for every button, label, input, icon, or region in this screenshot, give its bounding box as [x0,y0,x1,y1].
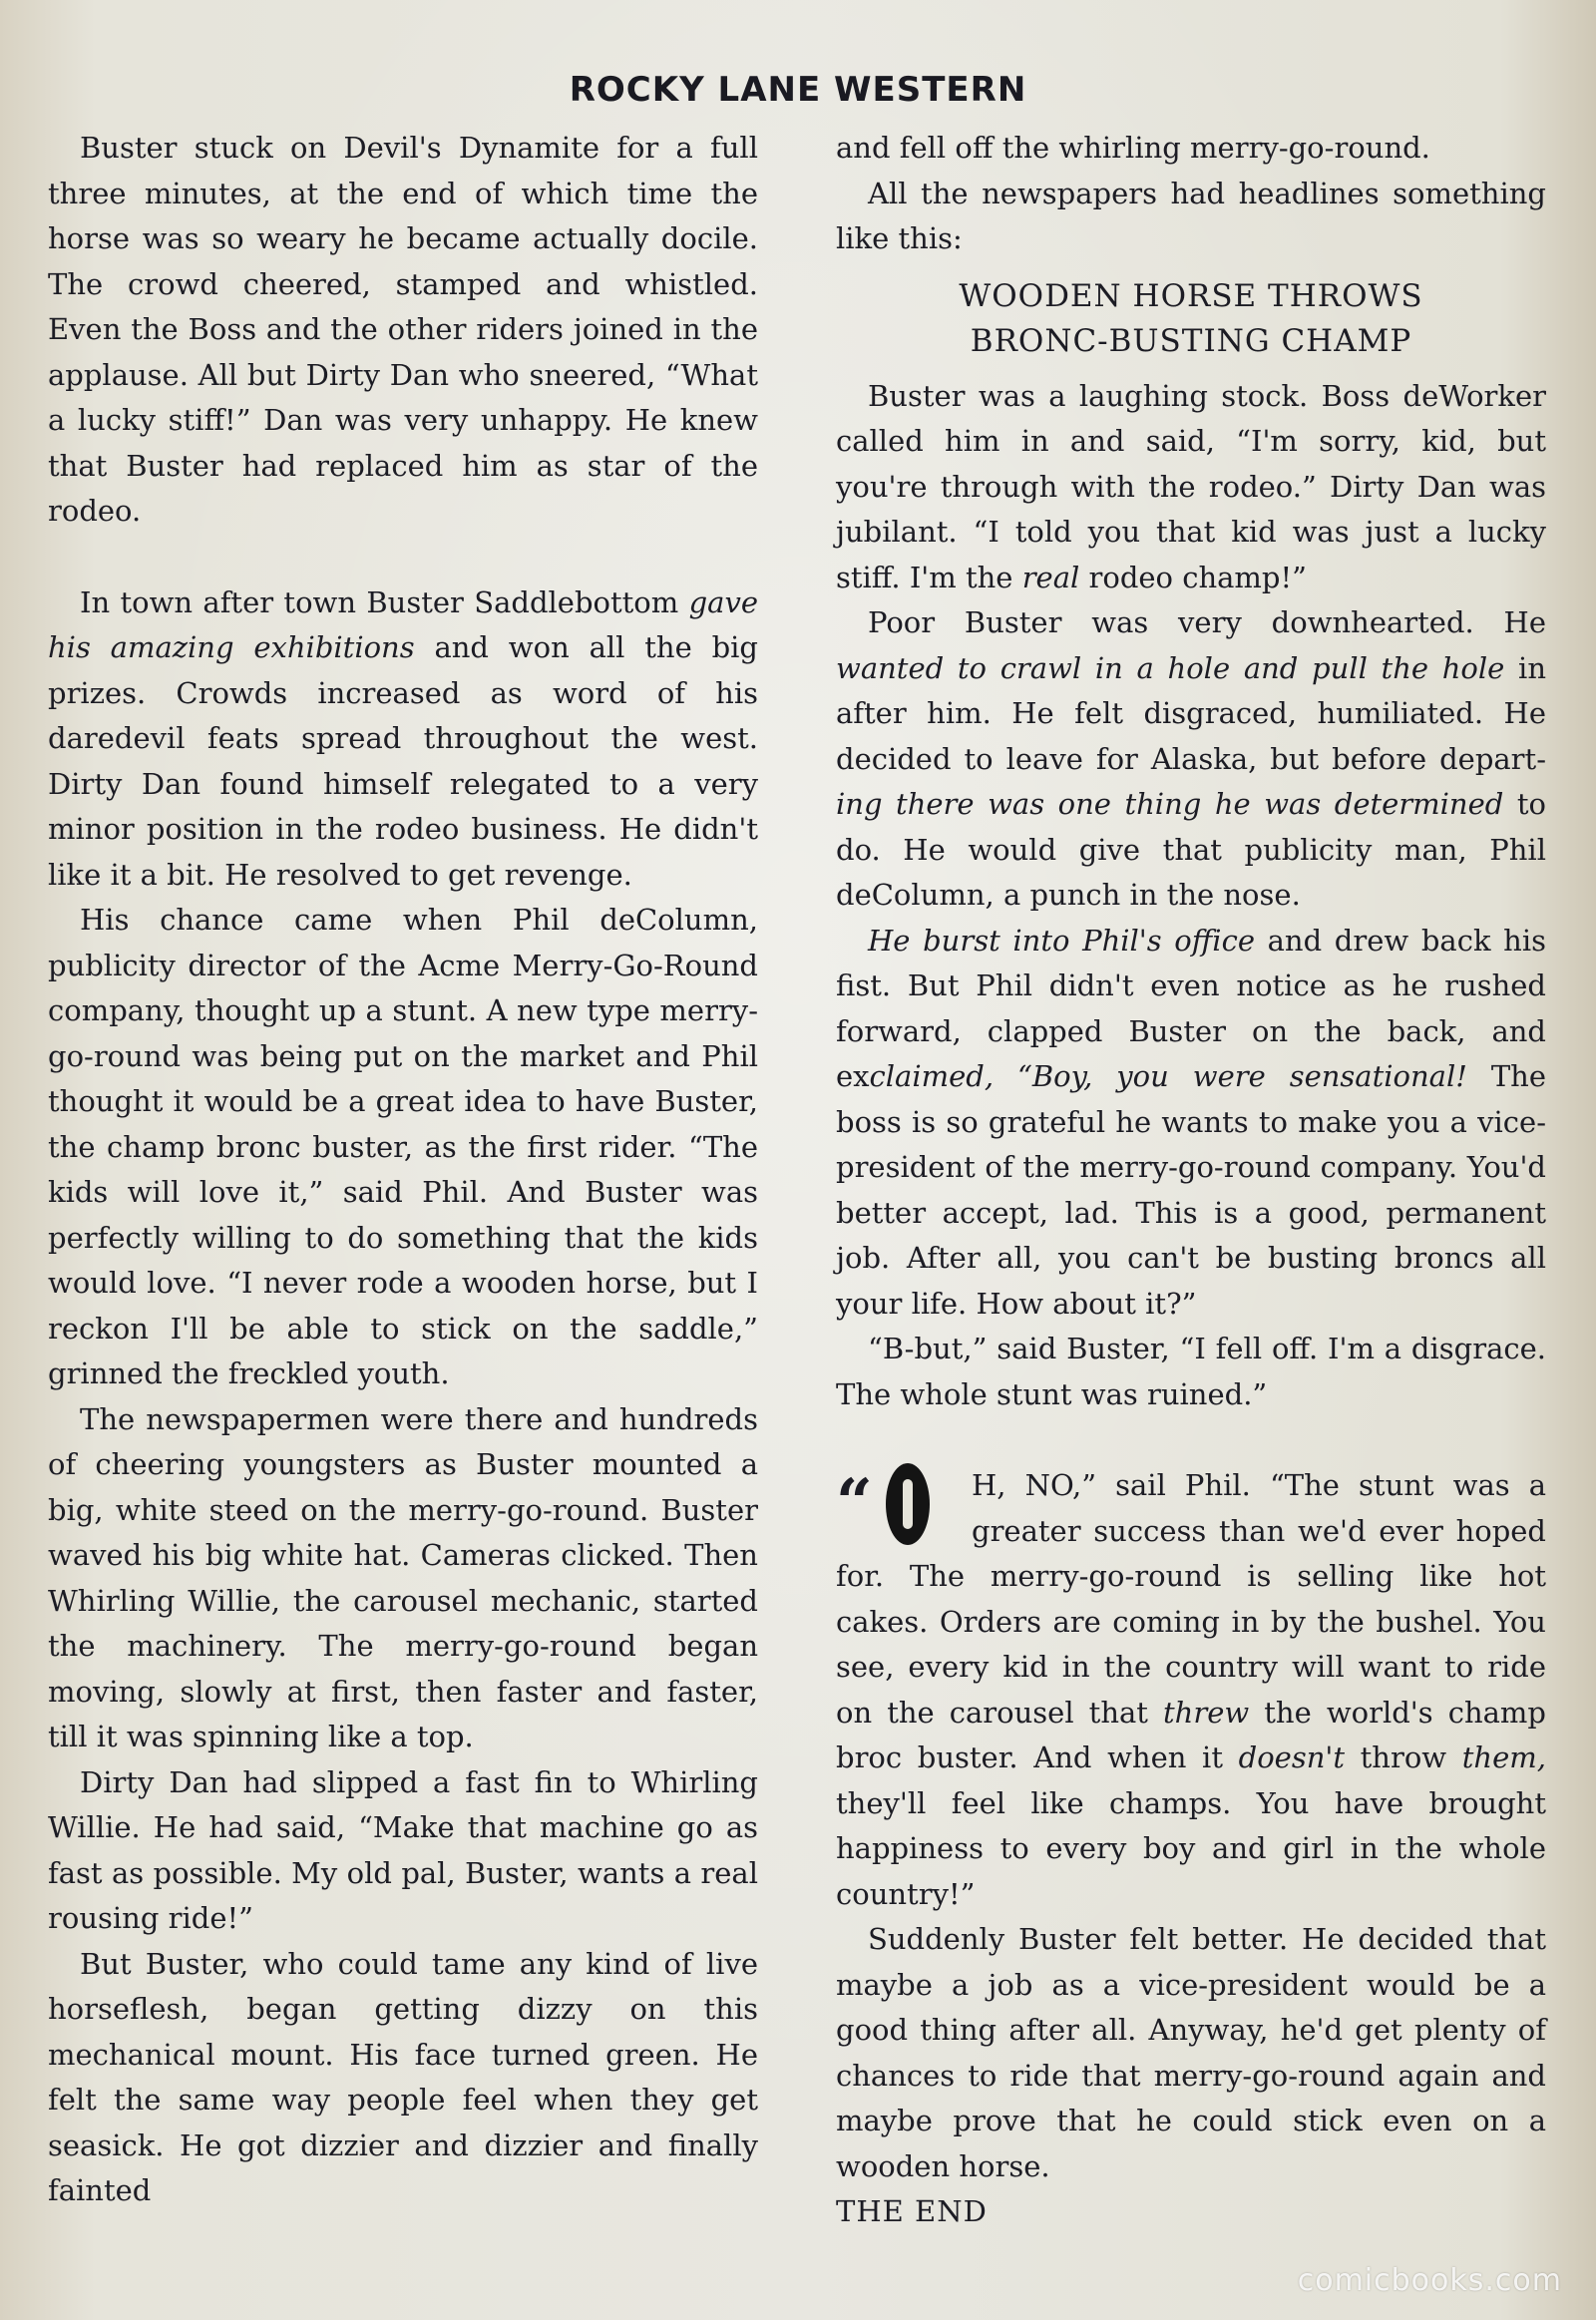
drop-cap [836,1463,966,1547]
headline-line: WOODEN HORSE THROWS [959,277,1423,314]
paragraph: Suddenly Buster felt better. He decided that maybe a job as a vice-president would be a good thing after all. Anyway, he'd get plenty of chances to ride that merry-go-round again and maybe prove that he could stick even on a wooden horse. [836,1922,1546,2183]
paragraph: The newspapermen were there and hundreds of cheering youngsters as Buster mounted a big, white steed on the merry-go-round. Buster waved his big white hat. Cameras clicked. Then Whirling Willie, the carousel mechanic, started the machinery. The merry-go-round began moving, slowly at first, then faster and faster, till it was spinning like a top. [48,1401,758,1753]
headline-line: BRONC-BUSTING CHAMP [970,322,1412,359]
paragraph: “ H, NO,” sail Phil. “The stunt was a greater success than we'd ever hoped for. The merry-go-round is selling like hot cakes. Orders are coming in by the bushel. You see, every kid in the country will want to ride on the carousel that threw the world's champ broc buster. And when it doesn't throw them, they'll feel like champs. You have brought happiness to every boy and girl in the whole country!” [836,1465,1546,1911]
paragraph: Buster stuck on Devil's Dynamite for a full three minutes, at the end of which time the horse was so weary he became actually docile. The crowd cheered, stamped and whistled. Even the Boss and the other riders joined in the applause. All but Dirty Dan who sneered, “What a lucky stiff!” Dan was very unhappy. He knew that Buster had replaced him as star of the rodeo. [48,131,758,528]
paragraph: All the newspapers had headlines something like this: [836,176,1546,255]
paragraph: He burst into Phil's office and drew back his fist. But Phil didn't even notice as he rushed forward, clapped Buster on the back, and exclaimed, “Boy, you were sensational! The boss is so grateful he wants to make you a vice-president of the merry-go-round company. You'd better accept, lad. This is a good, permanent job. After all, you can't be busting broncs all your life. How about it?” [836,923,1546,1321]
paragraph: Poor Buster was very downhearted. He wanted to crawl in a hole and pull the hole in after him. He felt disgraced, humiliated. He decided to leave for Alaska, but before depart-ing there was one thing he was determined to do. He would give that publicity man, Phil deColumn, a punch in the nose. [836,605,1547,912]
paragraph: and fell off the whirling merry-go-round. [836,131,1430,165]
newspaper-headline [836,274,1546,364]
paragraph: Buster was a laughing stock. Boss deWorker called him in and said, “I'm sorry, kid, but you're through with the rodeo.” Dirty Dan was jubilant. “I told you that kid was just a lucky stiff. I'm the real rodeo champ!” [836,378,1546,594]
paragraph: “B-but,” said Buster, “I fell off. I'm a disgrace. The whole stunt was ruined.” [836,1332,1546,1411]
the-end-label: THE END [836,2194,988,2228]
paragraph: His chance came when Phil deColumn, publicity director of the Acme Merry-Go-Round company, thought up a stunt. A new type merry-go-round was being put on the market and Phil thought it would be a great idea to have Buster, the champ bronc buster, as the first rider. “The kids will love it,” said Phil. And Buster was perfectly willing to do something that the kids would love. “I never rode a wooden horse, but I reckon I'll be able to stick on the saddle,” grinned the freckled youth. [48,903,758,1390]
page-title: ROCKY LANE WESTERN [569,70,1027,110]
paragraph: But Buster, who could tame any kind of live horseflesh, began getting dizzy on this mechanical mount. His face turned green. He felt the same way people feel when they get seasick. He got dizzier and dizzier and finally fainted [48,1946,758,2207]
paragraph: Dirty Dan had slipped a fast fin to Whirling Willie. He had said, “Make that machine go as fast as possible. My old pal, Buster, wants a real rousing ride!” [48,1764,758,1935]
left-column [48,126,758,2214]
paragraph: In town after town Buster Saddlebottom gave his amazing exhibitions and won all the big prizes. Crowds increased as word of his daredevil feats spread throughout the west. Dirty Dan found himself relegated to a very minor position in the rodeo business. He didn't like it a bit. He resolved to get revenge. [48,584,758,892]
watermark: comicbooks.com [1297,2263,1562,2298]
right-column [836,126,1546,2235]
drop-cap-letter [886,1463,930,1545]
drop-cap-quote: “ [836,1465,873,1540]
